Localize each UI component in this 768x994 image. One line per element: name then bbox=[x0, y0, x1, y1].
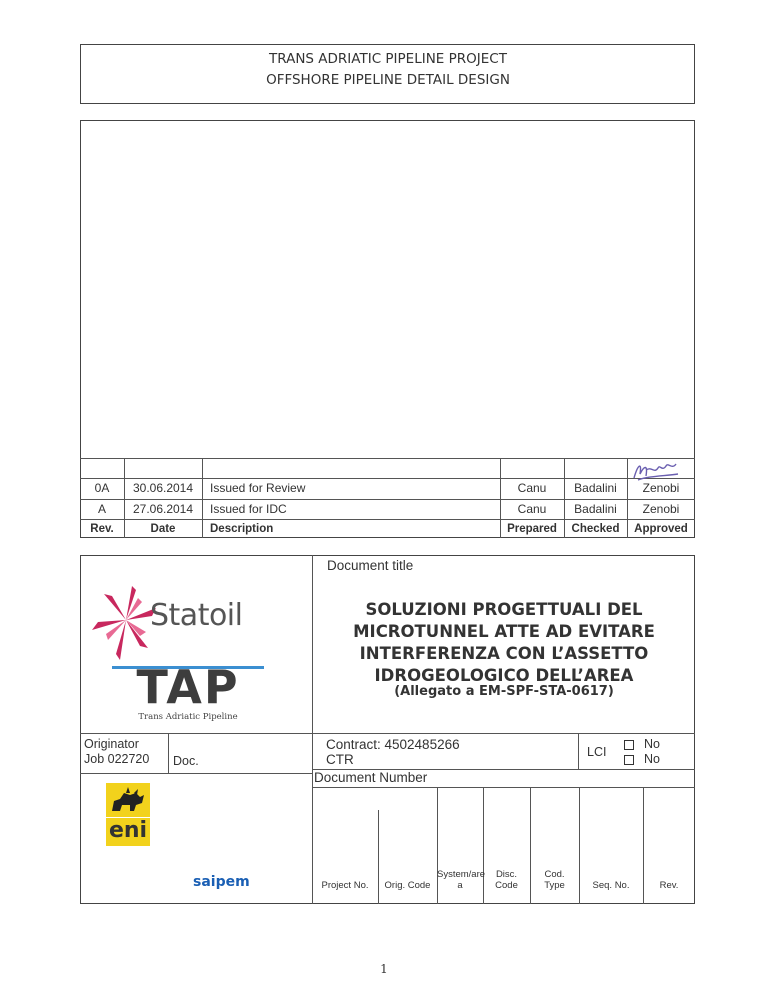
approved-cell: Zenobi bbox=[642, 481, 680, 495]
eni-logo-text: eni bbox=[108, 818, 148, 843]
description-header: Description bbox=[210, 523, 274, 535]
revision-frame bbox=[80, 120, 695, 538]
title-line-2: MICROTUNNEL ATTE AD EVITARE bbox=[353, 622, 655, 641]
header-line-1: TRANS ADRIATIC PIPELINE PROJECT bbox=[269, 51, 507, 67]
lci-option-2 bbox=[624, 752, 660, 766]
approved-cell: Zenobi bbox=[642, 502, 680, 516]
approved-header: Approved bbox=[634, 523, 688, 535]
date-cell: 27.06.2014 bbox=[132, 502, 194, 516]
eni-dog-icon bbox=[106, 783, 150, 817]
lci-label: LCI bbox=[587, 745, 607, 759]
tap-logo-text: TAP bbox=[136, 660, 240, 714]
checkbox-icon bbox=[624, 740, 634, 750]
checked-cell: Badalini bbox=[574, 481, 617, 495]
col-disc-code: Disc. Code bbox=[495, 869, 518, 891]
document-number-label: Document Number bbox=[314, 770, 428, 785]
description-cell: Issued for Review bbox=[210, 481, 306, 495]
tap-subtitle: Trans Adriatic Pipeline bbox=[138, 712, 238, 722]
title-line-1: SOLUZIONI PROGETTUALI DEL bbox=[365, 600, 643, 619]
col-system-area: System/are a bbox=[437, 869, 486, 891]
prepared-cell: Canu bbox=[517, 481, 547, 495]
checkbox-icon bbox=[624, 755, 634, 765]
col-rev: Rev. bbox=[659, 880, 679, 891]
col-project-no: Project No. bbox=[321, 880, 369, 891]
statoil-logo-text: Statoil bbox=[150, 598, 243, 633]
originator-label: Originator bbox=[84, 737, 139, 751]
lci-option-2-label: No bbox=[644, 752, 660, 766]
contract-ctr: CTR bbox=[326, 752, 354, 767]
document-title-label: Document title bbox=[327, 558, 414, 573]
col-orig-code: Orig. Code bbox=[384, 880, 431, 891]
signature-mark bbox=[628, 456, 684, 486]
lci-option-1-label: No bbox=[644, 737, 660, 751]
prepared-cell: Canu bbox=[517, 502, 547, 516]
description-cell: Issued for IDC bbox=[210, 502, 287, 516]
eni-logo bbox=[106, 818, 150, 846]
checked-cell: Badalini bbox=[574, 502, 617, 516]
document-subtitle: (Allegato a EM-SPF-STA-0617) bbox=[394, 684, 614, 699]
header-line-2: OFFSHORE PIPELINE DETAIL DESIGN bbox=[266, 72, 510, 88]
date-cell: 30.06.2014 bbox=[132, 481, 194, 495]
title-line-3: INTERFERENZA CON L’ASSETTO bbox=[359, 644, 649, 663]
rev-cell: A bbox=[97, 502, 106, 516]
checked-header: Checked bbox=[571, 523, 620, 535]
rev-header: Rev. bbox=[90, 523, 114, 535]
originator-doc: Doc. bbox=[173, 754, 199, 768]
date-header: Date bbox=[150, 523, 176, 535]
originator-job: Job 022720 bbox=[84, 752, 150, 766]
contract-number: Contract: 4502485266 bbox=[326, 737, 460, 752]
document-title bbox=[318, 599, 690, 687]
header-title bbox=[82, 49, 694, 91]
page-number: 1 bbox=[380, 962, 388, 976]
lci-option-1 bbox=[624, 737, 660, 751]
col-seq-no: Seq. No. bbox=[592, 880, 630, 891]
col-cod-type: Cod. Type bbox=[544, 869, 565, 891]
saipem-logo-text: saipem bbox=[193, 874, 250, 890]
rev-cell: 0A bbox=[94, 481, 110, 495]
prepared-header: Prepared bbox=[507, 523, 557, 535]
title-line-4: IDROGEOLOGICO DELL’AREA bbox=[374, 666, 634, 685]
